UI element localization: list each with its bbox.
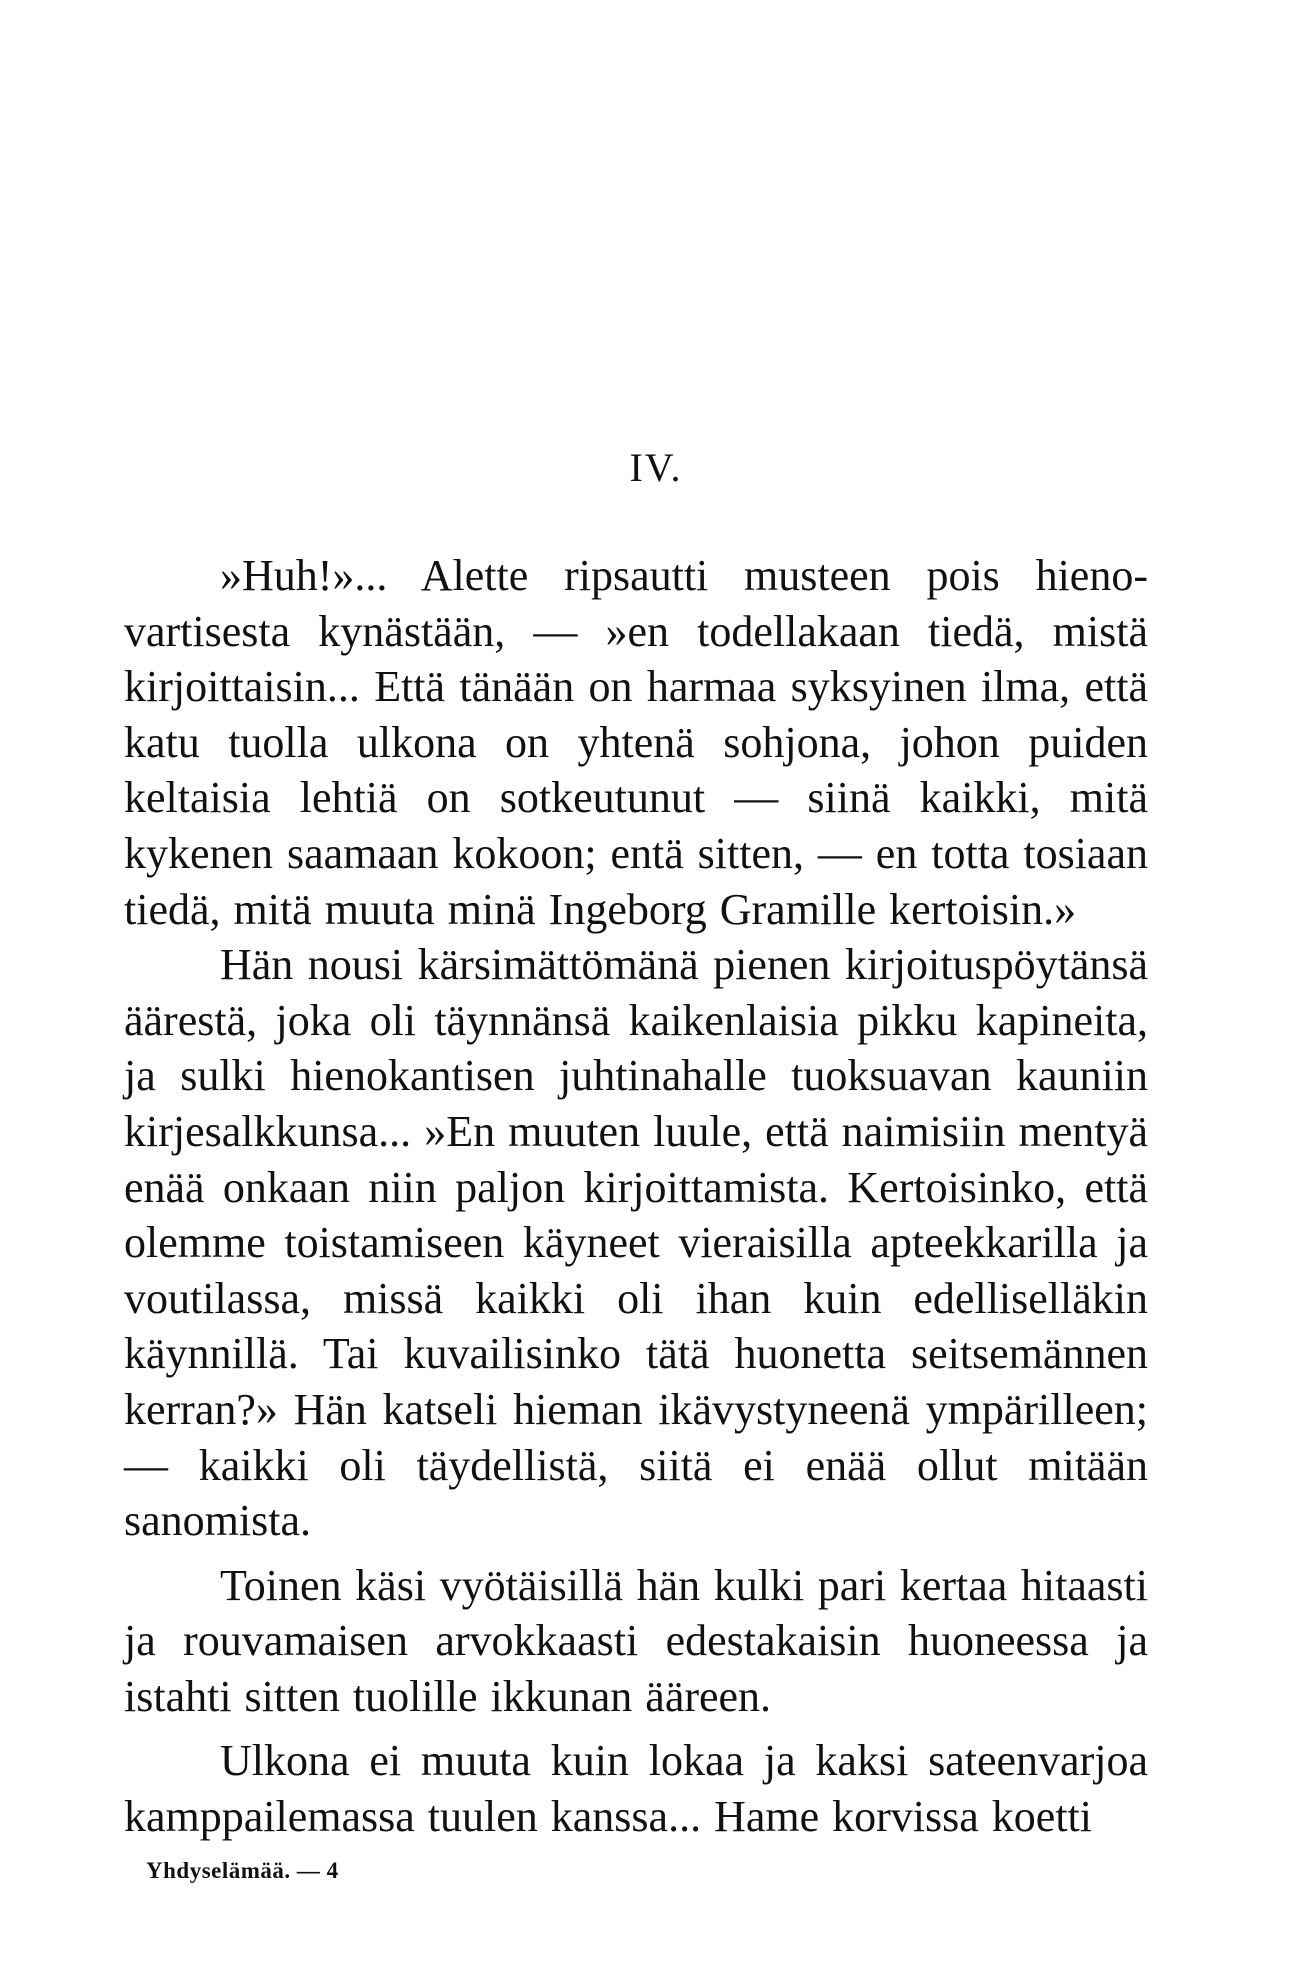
page-footer-signature: Yhdyselämää. — 4 (146, 1858, 339, 1883)
paragraph-2: Hän nousi kärsimättömänä pienen kirjoituspöytänsä äärestä, joka oli täynnänsä kaikenlaisia pikku kapineita, ja sulki hienokantisen juhtinahalle tuoksuavan kauniin kirjesalkkunsa... »En muuten luule, että naimisiin mentyä enää onkaan niin paljon kirjoittamista. Kertoisinko, että olemme toistamiseen käyneet vieraisilla apteekkarilla ja voutilassa, missä kaikki oli ihan kuin edelliselläkin käynnillä. Tai kuvailisinko tätä huonetta seitsemännen kerran?» Hän katseli hieman ikävystyneenä ympärilleen; — kaikki oli täydellistä, siitä ei enää ollut mitään sanomista. (124, 940, 1148, 1546)
body-text (124, 548, 1148, 1845)
chapter-heading: IV. (629, 445, 683, 490)
paragraph-3: Toinen käsi vyötäisillä hän kulki pari kertaa hitaasti ja rouvamaisen arvokkaasti edestakaisin huoneessa ja istahti sitten tuolille ikkunan ääreen. (124, 1560, 1148, 1721)
paragraph-1: »Huh!»... Alette ripsautti musteen pois hienovartisesta kynästään, — »en todellakaan tiedä, mistä kirjoittaisin... Että tänään on harmaa syksyinen ilma, että katu tuolla ulkona on yhtenä sohjona, johon puiden keltaisia lehtiä on sotkeutunut — siinä kaikki, mitä kykenen saamaan kokoon; entä sitten, — en totta tosiaan tiedä, mitä muuta minä Ingeborg Gramille kertoisin.» (124, 551, 1148, 934)
paragraph-4: Ulkona ei muuta kuin lokaa ja kaksi sateenvarjoa kamppailemassa tuulen kanssa... Hame korvissa koetti (124, 1736, 1148, 1842)
